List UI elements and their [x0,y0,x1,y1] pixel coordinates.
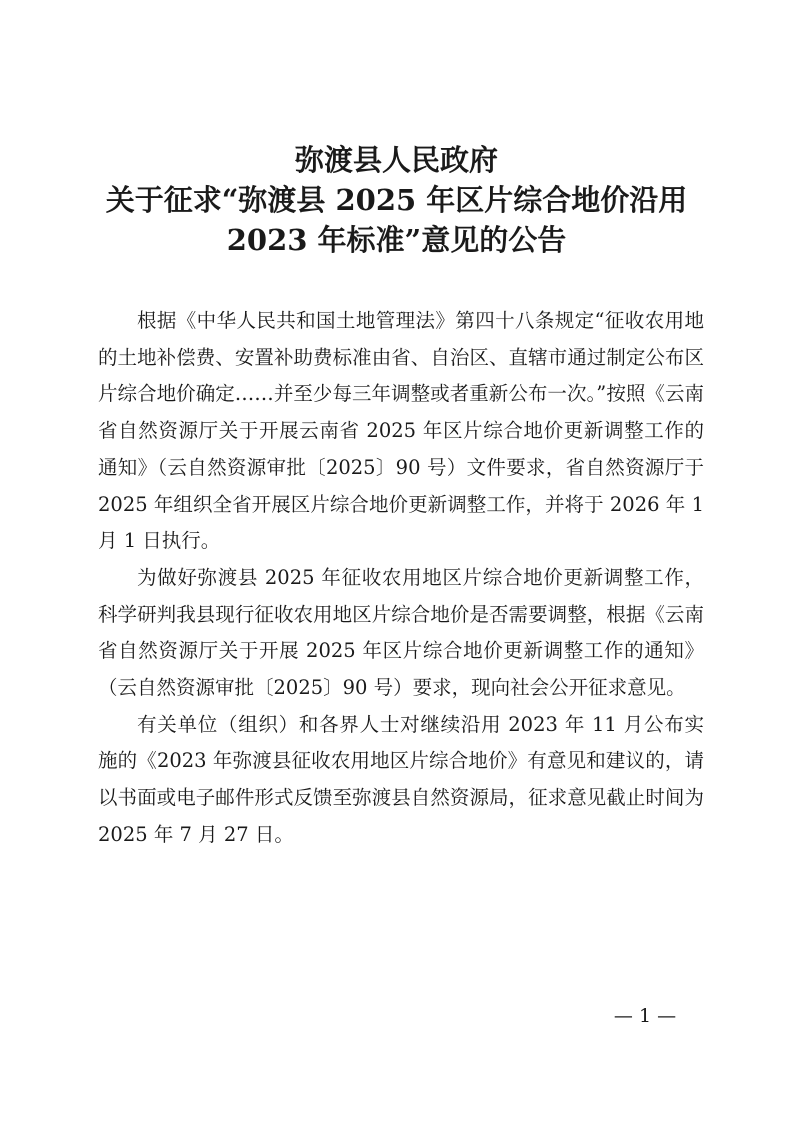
paragraph-legal-basis: 根据《中华人民共和国土地管理法》第四十八条规定“征收农用地的土地补偿费、安置补助费标准由省、自治区、直辖市通过制定公布区片综合地价确定……并至少每三年调整或者重新公布一次。”按照《云南省自然资源厅关于开展云南省 2025 年区片综合地价更新调整工作的通知》（云自然资源审批〔2025〕90 号）文件要求，省自然资源厅于 2025 年组织全省开展区片综合地价更新调整工作，并将于 2026 年 1 月 1 日执行。 [98,309,704,553]
paragraph-purpose: 为做好弥渡县 2025 年征收农用地区片综合地价更新调整工作，科学研判我县现行征收农用地区片综合地价是否需要调整，根据《云南省自然资源厅关于开展 2025 年区片综合地价更新调整工作的通知》（云自然资源审批〔2025〕90 号）要求，现向社会公开征求意见。 [98,565,704,700]
title-line-subject: 关于征求“弥渡县 2025 年区片综合地价沿用 [105,183,688,217]
paragraph-feedback: 有关单位（组织）和各界人士对继续沿用 2023 年 11 月公布实施的《2023 年弥渡县征收农用地区片综合地价》有意见和建议的，请以书面或电子邮件形式反馈至弥渡县自然资源局，征求意见截止时间为 2025 年 7 月 27 日。 [98,712,704,846]
document-title [0,140,793,260]
title-line-issuer: 弥渡县人民政府 [294,143,498,177]
title-line-subject-end: 2023 年标准”意见的公告 [226,223,567,257]
page-number: — 1 — [613,1005,677,1027]
document-body [98,303,704,854]
